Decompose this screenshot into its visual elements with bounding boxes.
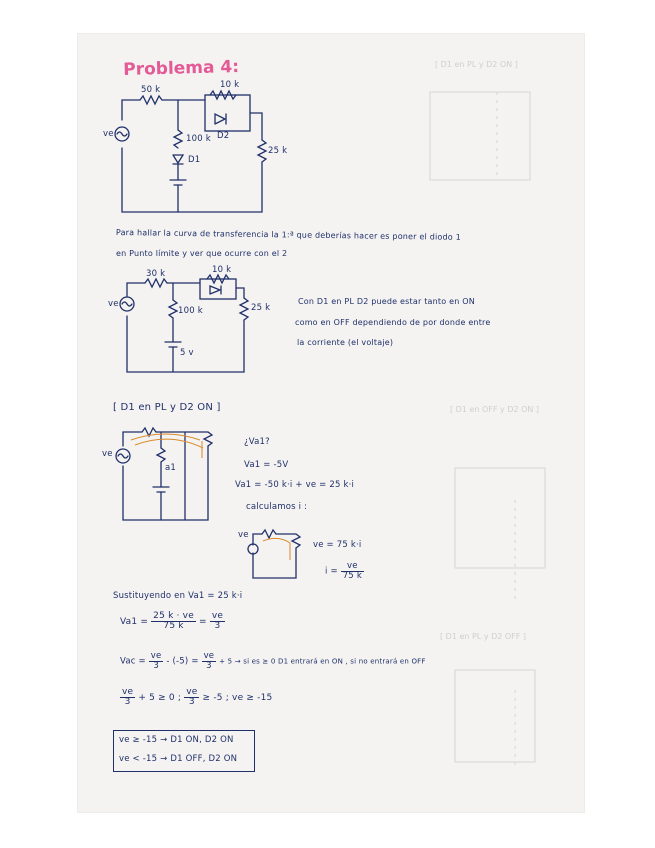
eq1-fraction-2: [210, 612, 225, 631]
calc-ve-75ki: ve = 75 k·i: [313, 540, 362, 550]
c1-label-d2: D2: [217, 131, 230, 141]
c2-label-ve: ve: [108, 299, 119, 309]
eq2-den: 3: [153, 660, 159, 671]
calc-i-prefix: i =: [325, 566, 338, 577]
eq3-num2: ve: [186, 687, 198, 697]
calc-i-expression: [325, 562, 364, 580]
calc-va1-value: Va1 = -5V: [244, 460, 289, 470]
eq1-fraction-1: [151, 612, 196, 631]
eq3-den2: 3: [188, 697, 195, 707]
calc-calculamos: calculamos i :: [246, 502, 308, 512]
c1-label-d1: D1: [188, 155, 201, 165]
eq3: [120, 688, 273, 707]
calc-va1-equation: Va1 = -50 k·i + ve = 25 k·i: [235, 480, 355, 490]
eq2-den2: 3: [206, 660, 212, 671]
c2-label-r10k: 10 k: [212, 265, 232, 275]
eq1: [120, 612, 225, 631]
c1-label-r50k: 50 k: [141, 85, 161, 95]
c3-label-ve: ve: [102, 449, 113, 459]
circuit-4: [0, 0, 1, 1]
c1-label-r25k: 25 k: [268, 146, 288, 156]
eq2-num2: ve: [203, 651, 215, 661]
text1-line1: Para hallar la curva de transferencia la 1:ª que deberías hacer es poner el diodo 1: [115, 228, 461, 242]
text2-line2: como en OFF dependiendo de por donde entre: [295, 318, 491, 327]
c2-label-r100k: 100 k: [178, 306, 203, 316]
c2-label-5v: 5 v: [180, 348, 194, 358]
eq2-num: ve: [150, 651, 162, 661]
eq2: [120, 652, 426, 670]
text2-line1: Con D1 en PL D2 puede estar tanto en ON: [298, 297, 475, 306]
eq3-num: ve: [122, 687, 134, 697]
eq2-fraction-2: [202, 652, 217, 670]
result-line-2: ve < -15 → D1 OFF, D2 ON: [119, 754, 238, 764]
c1-label-r10k: 10 k: [220, 80, 240, 90]
eq1-den2: 3: [214, 621, 221, 631]
sust-line: Sustituyendo en Va1 = 25 k·i: [113, 591, 243, 601]
eq1-num2: ve: [211, 611, 224, 621]
c2-label-r30k: 30 k: [146, 269, 166, 279]
c2-label-r25k: 25 k: [251, 303, 271, 313]
section-label: [ D1 en PL y D2 ON ]: [113, 402, 221, 413]
problem-title: Problema 4:: [123, 56, 240, 80]
c4-label-ve: ve: [238, 530, 249, 540]
calc-question: ¿Va1?: [244, 437, 270, 447]
eq2-fraction-1: [149, 652, 164, 670]
calc-i-num: ve: [341, 562, 364, 572]
eq3-tail: ≥ -5 ; ve ≥ -15: [202, 693, 273, 703]
eq1-equals: =: [199, 617, 207, 627]
c1-label-ve: ve: [103, 129, 114, 139]
ghost-heading-bottom: [ D1 en PL y D2 OFF ]: [440, 632, 527, 641]
ghost-heading-top: [ D1 en PL y D2 ON ]: [435, 60, 518, 69]
eq2-tail: + 5 → si es ≥ 0 D1 entrará en ON , si no entrará en OFF: [219, 657, 426, 666]
eq3-den: 3: [124, 697, 131, 707]
ghost-heading-mid: [ D1 en OFF y D2 ON ]: [450, 405, 540, 414]
eq1-den: 75 k: [163, 621, 184, 631]
c1-label-r100k: 100 k: [186, 134, 211, 144]
c3-label-a1: a1: [165, 463, 177, 473]
text2-line3: la corriente (el voltaje): [297, 338, 394, 347]
eq3-fraction-2: [184, 688, 199, 707]
eq1-num: 25 k · ve: [153, 611, 194, 621]
eq2-lhs: Vac =: [120, 656, 146, 667]
calc-i-fraction: [341, 562, 364, 580]
eq2-mid: - (-5) =: [166, 656, 199, 667]
calc-i-den: 75 k: [342, 570, 362, 581]
eq3-fraction-1: [120, 688, 135, 707]
text1-line2: en Punto límite y ver que ocurre con el 2: [116, 249, 288, 258]
result-line-1: ve ≥ -15 → D1 ON, D2 ON: [119, 735, 234, 745]
eq1-lhs: Va1 =: [120, 617, 149, 627]
eq3-mid: + 5 ≥ 0 ;: [138, 693, 182, 703]
